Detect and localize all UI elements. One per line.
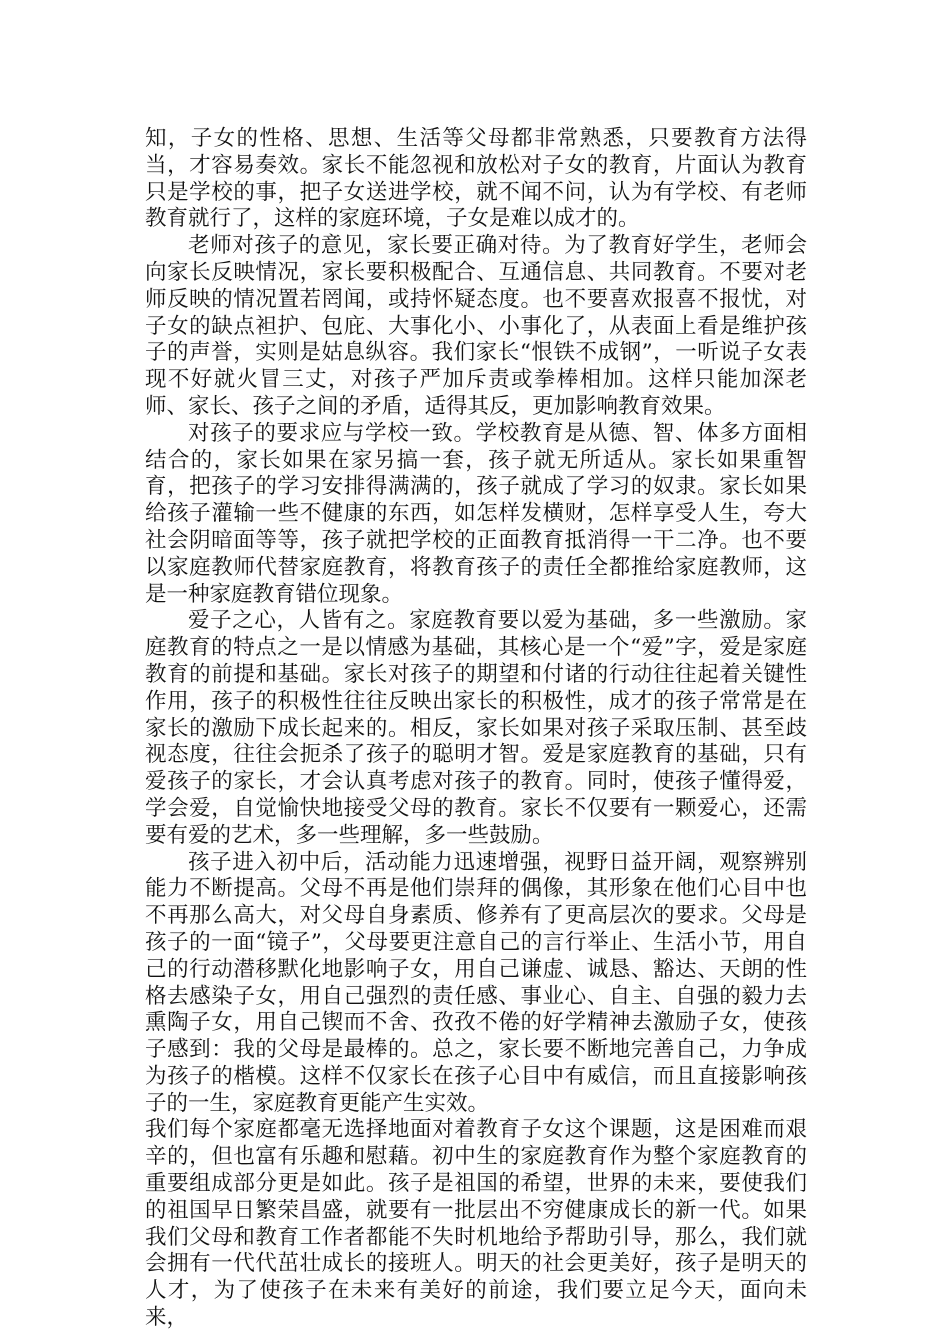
paragraph-1: 知，子女的性格、思想、生活等父母都非常熟悉，只要教育方法得当，才容易奏效。家长不能忽视和放松对子女的教育，片面认为教育只是学校的事，把子女送进学校，就不闻不问，认为有学校、有老师教育就行了，这样的家庭环境，子女是难以成才的。 — [145, 126, 807, 232]
paragraph-5: 孩子进入初中后，活动能力迅速增强，视野日益开阔，观察辨别能力不断提高。父母不再是他们崇拜的偶像，其形象在他们心目中也不再那么高大，对父母自身素质、修养有了更高层次的要求。父母是孩子的一面“镜子”，父母要更注意自己的言行举止、生活小节，用自己的行动潜移默化地影响子女，用自己谦虚、诚恳、豁达、天朗的性格去感染子女，用自己强烈的责任感、事业心、自主、自强的毅力去熏陶子女，用自己锲而不舍、孜孜不倦的好学精神去激励子女，使孩子感到：我的父母是最棒的。总之，家长要不断地完善自己，力争成为孩子的楷模。这样不仅家长在孩子心目中有威信，而且直接影响孩子的一生，家庭教育更能产生实效。 — [145, 849, 807, 1116]
paragraph-3: 对孩子的要求应与学校一致。学校教育是从德、智、体多方面相结合的，家长如果在家另搞一套，孩子就无所适从。家长如果重智育，把孩子的学习安排得满满的，孩子就成了学习的奴隶。家长如果给孩子灌输一些不健康的东西，如怎样发横财，怎样享受人生，夸大社会阴暗面等等，孩子就把学校的正面教育抵消得一干二净。也不要以家庭教师代替家庭教育，将教育孩子的责任全都推给家庭教师，这是一种家庭教育错位现象。 — [145, 420, 807, 607]
paragraph-2: 老师对孩子的意见，家长要正确对待。为了教育好学生，老师会向家长反映情况，家长要积极配合、互通信息、共同教育。不要对老师反映的情况置若罔闻，或持怀疑态度。也不要喜欢报喜不报忧，对子女的缺点袒护、包庇、大事化小、小事化了，从表面上看是维护孩子的声誉，实则是姑息纵容。我们家长“恨铁不成钢”，一听说子女表现不好就火冒三丈，对孩子严加斥责或拳棒相加。这样只能加深老师、家长、孩子之间的矛盾，适得其反，更加影响教育效果。 — [145, 233, 807, 419]
paragraph-6: 我们每个家庭都毫无选择地面对着教育子女这个课题，这是困难而艰辛的，但也富有乐趣和慰藉。初中生的家庭教育作为整个家庭教育的重要组成部分更是如此。孩子是祖国的希望，世界的未来，要使我们的祖国早日繁荣昌盛，就要有一批层出不穷健康成长的新一代。如果我们父母和教育工作者都能不失时机地给予帮助引导，那么，我们就会拥有一代代茁壮成长的接班人。明天的社会更美好，孩子是明天的人才，为了使孩子在未来有美好的前途，我们要立足今天，面向未来， — [145, 1117, 807, 1331]
paragraph-4: 爱子之心，人皆有之。家庭教育要以爱为基础，多一些激励。家庭教育的特点之一是以情感为基础，其核心是一个“爱”字，爱是家庭教育的前提和基础。家长对孩子的期望和付诸的行动往往起着关键性作用，孩子的积极性往往反映出家长的积极性，成才的孩子常常是在家长的激励下成长起来的。相反，家长如果对孩子采取压制、甚至歧视态度，往往会扼杀了孩子的聪明才智。爱是家庭教育的基础，只有爱孩子的家长，才会认真考虑对孩子的教育。同时，使孩子懂得爱，学会爱，自觉愉快地接受父母的教育。家长不仅要有一颗爱心，还需要有爱的艺术，多一些理解，多一些鼓励。 — [145, 608, 807, 848]
document-body — [145, 126, 807, 1332]
